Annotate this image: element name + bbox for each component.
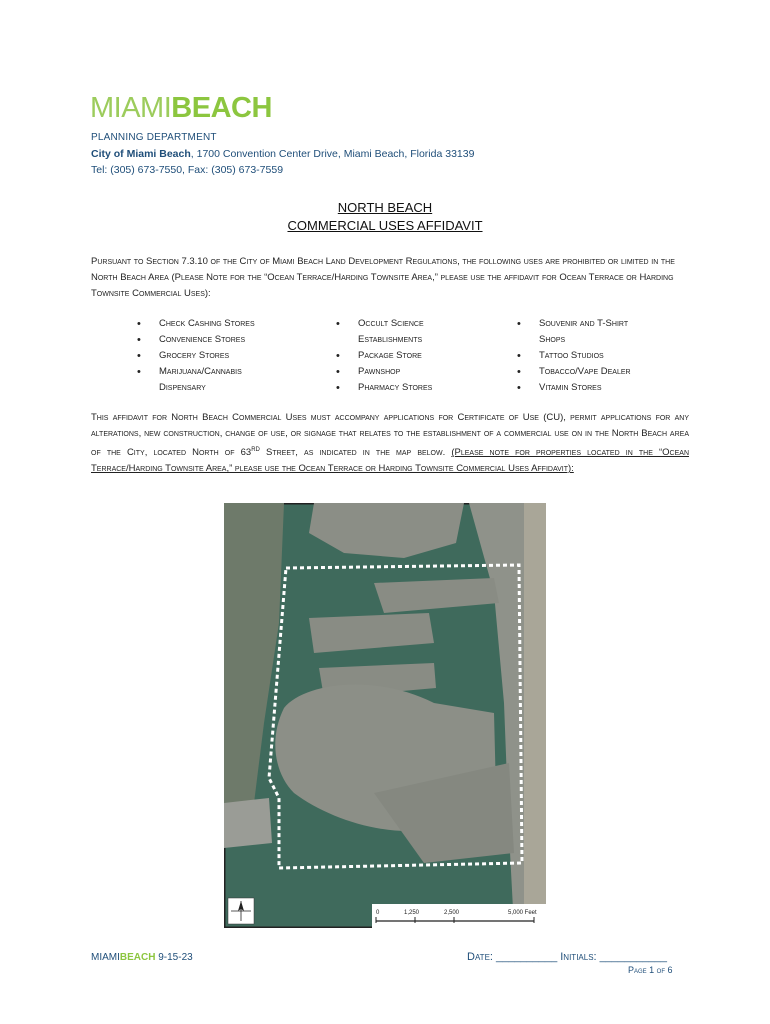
date-initials-field[interactable]: Date: __________ Initials: ___________ — [467, 951, 667, 963]
list-item: • Occult Science — [336, 316, 486, 332]
department-name: PLANNING DEPARTMENT — [91, 132, 217, 143]
list-item: • Vitamin Stores — [517, 380, 667, 396]
footer-brand-date — [91, 952, 193, 963]
list-item-continuation: Dispensary — [159, 382, 206, 393]
intro-paragraph: Pursuant to Section 7.3.10 of the City of Miami Beach Land Development Regulations, the following uses are prohibited or limited in the North Beach Area (Please Note for the “Ocean Terrace/Harding Townsite Area,” please use the affidavit for Ocean Terrace or Harding Townsite Commercial Uses): — [91, 256, 675, 299]
scale-label: 5,000 Feet — [508, 910, 537, 916]
list-item: • Marijuana/Cannabis — [137, 364, 307, 380]
list-item: • Convenience Stores — [137, 332, 307, 348]
north-beach-aerial-map — [224, 503, 546, 928]
footer-brand-miami: MIAMI — [91, 952, 120, 963]
document-title-line2: COMMERCIAL USES AFFIDAVIT — [287, 218, 483, 233]
body-text: This affidavit for North Beach Commercial Uses must accompany applications for Certificate of Use (CU), permit applications for any alterations, new construction, change of use, or signage that relates to the establishment of a commercial use on in the North Beach area of the City, located North of 63 — [91, 412, 689, 459]
prohibited-uses-column-3 — [517, 316, 667, 396]
list-item: • Pawnshop — [336, 364, 486, 380]
list-item: • Tobacco/Vape Dealer — [517, 364, 667, 380]
list-item: • Souvenir and T-Shirt — [517, 316, 667, 332]
list-item: • Pharmacy Stores — [336, 380, 486, 396]
miami-beach-logo — [90, 94, 272, 123]
affidavit-requirement-paragraph — [91, 410, 689, 477]
prohibited-uses-column-2 — [336, 316, 486, 396]
scale-label: 0 — [376, 910, 380, 916]
city-address — [91, 148, 474, 160]
mainland-urban — [224, 798, 272, 848]
list-item-continuation: Shops — [539, 334, 566, 345]
page-number: Page 1 of 6 — [628, 965, 673, 975]
logo-beach: BEACH — [171, 92, 272, 124]
prohibited-uses-column-1 — [137, 316, 307, 396]
footer-date-code: 9-15-23 — [155, 952, 193, 963]
list-item: • Grocery Stores — [137, 348, 307, 364]
list-item: • Tattoo Studios — [517, 348, 667, 364]
footer-brand-beach: BEACH — [119, 952, 156, 963]
superscript-rd: RD — [251, 447, 260, 453]
body-note-underlined: (Please note for properties located in the “Ocean Terrace/Harding Townsite Area,” please use the Ocean Terrace or Harding Townsite Commercial Uses Affidavit): — [91, 447, 689, 475]
scale-bar — [372, 904, 546, 928]
logo-miami: MIAMI — [90, 92, 172, 124]
contact-numbers: Tel: (305) 673-7550, Fax: (305) 673-7559 — [91, 164, 284, 176]
list-item: • Package Store — [336, 348, 486, 364]
address-text: , 1700 Convention Center Drive, Miami Beach, Florida 33139 — [190, 148, 475, 160]
document-title-line1: NORTH BEACH — [337, 200, 433, 215]
north-arrow-icon — [228, 898, 254, 924]
beach-strip — [524, 503, 546, 928]
list-item: • Check Cashing Stores — [137, 316, 307, 332]
body-text-2: Street, as indicated in the map below. — [259, 447, 452, 459]
scale-label: 1,250 — [404, 910, 420, 916]
scale-label: 2,500 — [444, 910, 460, 916]
city-name: City of Miami Beach — [91, 148, 191, 160]
list-item-continuation: Establishments — [358, 334, 423, 345]
